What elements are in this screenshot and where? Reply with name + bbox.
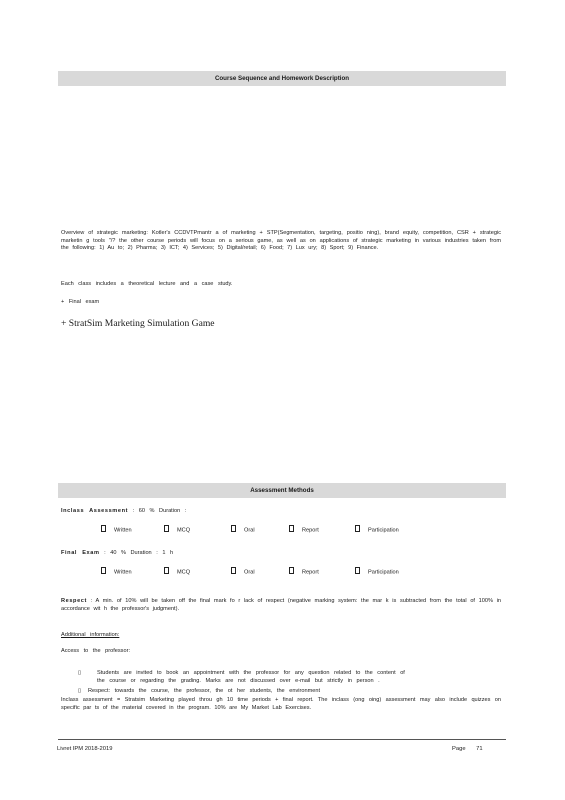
bullet-icon: ▯ [78,688,82,694]
final-option-written[interactable]: Written [101,567,132,576]
inclass-option-oral[interactable]: Oral [231,525,255,534]
final-option-oral[interactable]: Oral [231,567,255,576]
students-invited-line-2: the course or regarding the grading. Marks are not discussed over e-mail but strictly in person . [97,678,380,684]
course-sequence-header: Course Sequence and Homework Description [58,71,506,86]
final-option-report[interactable]: Report [289,567,319,576]
checkbox-icon [355,567,360,574]
footer-left: Livret IPM 2018-2019 [57,746,113,752]
final-exam-row [61,550,173,556]
inclass-option-participation[interactable]: Participation [355,525,399,534]
footer-divider [58,739,506,740]
checkbox-icon [289,567,294,574]
checkbox-icon [101,525,106,532]
inclass-assessment-row [61,508,186,514]
checkbox-icon [164,567,169,574]
inclass-assessment-paragraph: Inclass assessment = Stratsim Marketing played throu gh 10 time periods + final report. The inclass (ong oing) assessment may also include quizzes on specific par ts of the material covered in the program. 10% are My Market Lab Exercises. [61,697,501,711]
respect-label: Respect [61,598,87,604]
assessment-methods-header: Assessment Methods [58,483,506,498]
checkbox-icon [355,525,360,532]
page-number: 71 [476,746,483,752]
bullet-icon: ▯ [78,670,82,676]
checkbox-icon [231,567,236,574]
inclass-assessment-detail: : 60 % Duration : [132,508,187,514]
inclass-option-mcq[interactable]: MCQ [164,525,190,534]
respect-text: : A min. of 10% will be taken off the final mark fo r lack of respect (negative marking system: the mar k is subtracted from the total of 100% in accordance wit h the professor's judgment). [61,598,501,612]
inclass-option-report[interactable]: Report [289,525,319,534]
final-option-participation[interactable]: Participation [355,567,399,576]
stratsim-line: + StratSim Marketing Simulation Game [61,318,215,329]
final-exam-detail: : 40 % Duration : 1 h [104,550,174,556]
final-option-mcq[interactable]: MCQ [164,567,190,576]
page-label: Page [452,746,466,752]
students-invited-line-1: Students are invited to book an appointment with the professor for any question related to the content of [97,670,405,676]
checkbox-icon [231,525,236,532]
checkbox-icon [164,525,169,532]
final-options-row [0,567,565,576]
inclass-options-row [0,525,565,534]
checkbox-icon [289,525,294,532]
access-professor-label: Access to the professor: [61,648,131,654]
additional-info-label: Additional information: [61,632,120,638]
each-class-line: Each class includes a theoretical lecture and a case study. [61,281,233,287]
respect-paragraph [61,598,501,613]
course-overview-paragraph: Overview of strategic marketing: Kotler's CCDVTPmantr a of marketing + STP(Segmentation, targeting, positio ning), brand equity, competition, CSR + strategic marketin g tools "/? the other course periods will focus on a serious game, as well as on applications of strategic marketing in various industries taken from the following: 1) Au to; 2) Pharma; 3) ICT; 4) Services; 5) Digital/retail; 6) Food; 7) Lux ury; 8) Sport; 9) Finance. [61,230,501,252]
inclass-assessment-label: Inclass Assessment [61,508,129,514]
final-exam-label: Final Exam [61,550,100,556]
respect-bullet-line: Respect: towards the course, the professor, the ot her students, the environment [88,688,320,694]
inclass-option-written[interactable]: Written [101,525,132,534]
footer-page [452,746,483,752]
checkbox-icon [101,567,106,574]
final-exam-line: + Final exam [61,299,100,305]
